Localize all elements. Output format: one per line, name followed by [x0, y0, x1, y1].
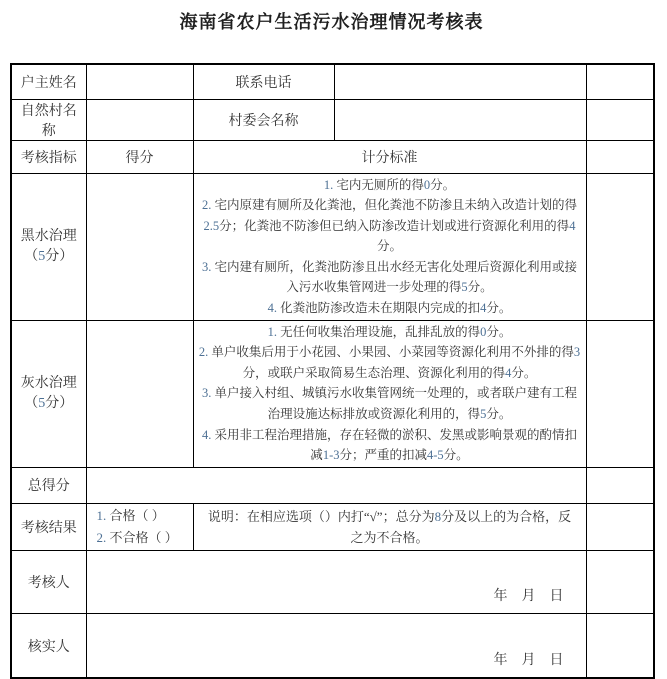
- row-result: [11, 503, 654, 550]
- verifier-label: 核实人: [11, 613, 86, 678]
- black-water-name: 黑水治理: [20, 228, 77, 244]
- row8-extra-cell: [586, 550, 654, 613]
- row6-extra-cell: [586, 467, 654, 503]
- grey-water-name: 灰水治理: [20, 375, 77, 391]
- committee-input-cell[interactable]: [334, 99, 586, 140]
- black-water-label: [11, 173, 86, 320]
- grey-water-criterion-4: 4. 采用非工程治理措施，存在轻微的淤积、发黑或影响景观的酌情扣减1-3分；严重的扣减4-5分。: [201, 427, 577, 463]
- row-verifier: [11, 613, 654, 678]
- row3-extra-cell: [586, 140, 654, 173]
- row-assessor: [11, 550, 654, 613]
- village-name-input-cell[interactable]: [86, 99, 193, 140]
- row1-extra-cell: [586, 64, 654, 99]
- result-option-fail[interactable]: 2. 不合格（ ）: [96, 529, 178, 545]
- row2-extra-cell: [586, 99, 654, 140]
- total-score-input-cell[interactable]: [86, 467, 586, 503]
- result-label: 考核结果: [11, 503, 86, 550]
- verifier-date-placeholder: 年 月 日: [493, 653, 564, 669]
- row-black-water: [11, 173, 654, 320]
- assessor-date-placeholder: 年 月 日: [493, 588, 564, 604]
- phone-input-cell[interactable]: [334, 64, 586, 99]
- criteria-header: 计分标准: [193, 140, 586, 173]
- score-header: 得分: [86, 140, 193, 173]
- result-option-pass[interactable]: 1. 合格（ ）: [96, 507, 165, 523]
- grey-water-criterion-2: 2. 单户收集后用于小花园、小果园、小菜园等资源化利用不外排的得3分，或联户采取简易生态治理、资源化利用的得4分。: [198, 345, 581, 380]
- black-water-score-input-cell[interactable]: [86, 173, 193, 320]
- black-water-criterion-3: 3. 宅内建有厕所，化粪池防渗且出水经无害化处理后资源化利用或接入污水收集管网进一步处理的得5分。: [201, 259, 577, 295]
- owner-name-input-cell[interactable]: [86, 64, 193, 99]
- black-water-criteria: [193, 173, 586, 320]
- black-water-criterion-4: 4. 化粪池防渗改造未在期限内完成的扣4分。: [267, 301, 512, 316]
- black-water-criterion-1: 1. 宅内无厕所的得0分。: [323, 177, 456, 192]
- row-village-committee: [11, 99, 654, 140]
- grey-water-criteria: [193, 320, 586, 467]
- row-total-score: [11, 467, 654, 503]
- grey-water-score-input-cell[interactable]: [86, 320, 193, 467]
- row-owner-phone: [11, 64, 654, 99]
- black-water-criterion-2: 2. 宅内原建有厕所及化粪池，但化粪池不防渗且未纳入改造计划的得2.5分；化粪池不防渗但已纳入防渗改造计划或进行资源化利用的得4分。: [201, 198, 577, 254]
- result-options-cell[interactable]: [86, 503, 193, 550]
- row4-extra-cell: [586, 173, 654, 320]
- phone-label: 联系电话: [193, 64, 334, 99]
- grey-water-criterion-3: 3. 单户接入村组、城镇污水收集管网统一处理的，或者联户建有工程治理设施达标排放或资源化利用的，得5分。: [201, 386, 577, 422]
- assessment-form-table: [10, 63, 655, 679]
- row-grey-water: [11, 320, 654, 467]
- total-score-label: 总得分: [11, 467, 86, 503]
- assessor-signature-cell[interactable]: [86, 550, 586, 613]
- grey-water-score-note: （5分）: [24, 395, 74, 411]
- verifier-signature-cell[interactable]: [86, 613, 586, 678]
- row9-extra-cell: [586, 613, 654, 678]
- row7-extra-cell: [586, 503, 654, 550]
- indicator-header: 考核指标: [11, 140, 86, 173]
- row-header: [11, 140, 654, 173]
- committee-name-label: 村委会名称: [193, 99, 334, 140]
- assessor-label: 考核人: [11, 550, 86, 613]
- black-water-score-note: （5分）: [24, 248, 74, 264]
- result-note: 说明：在相应选项（）内打“√”；总分为8分及以上的为合格，反之为不合格。: [193, 503, 586, 550]
- page-title: 海南省农户生活污水治理情况考核表: [179, 12, 484, 32]
- row5-extra-cell: [586, 320, 654, 467]
- owner-name-label: 户主姓名: [11, 64, 86, 99]
- grey-water-label: [11, 320, 86, 467]
- village-name-label: 自然村名称: [11, 99, 86, 140]
- grey-water-criterion-1: 1. 无任何收集治理设施，乱排乱放的得0分。: [267, 324, 512, 339]
